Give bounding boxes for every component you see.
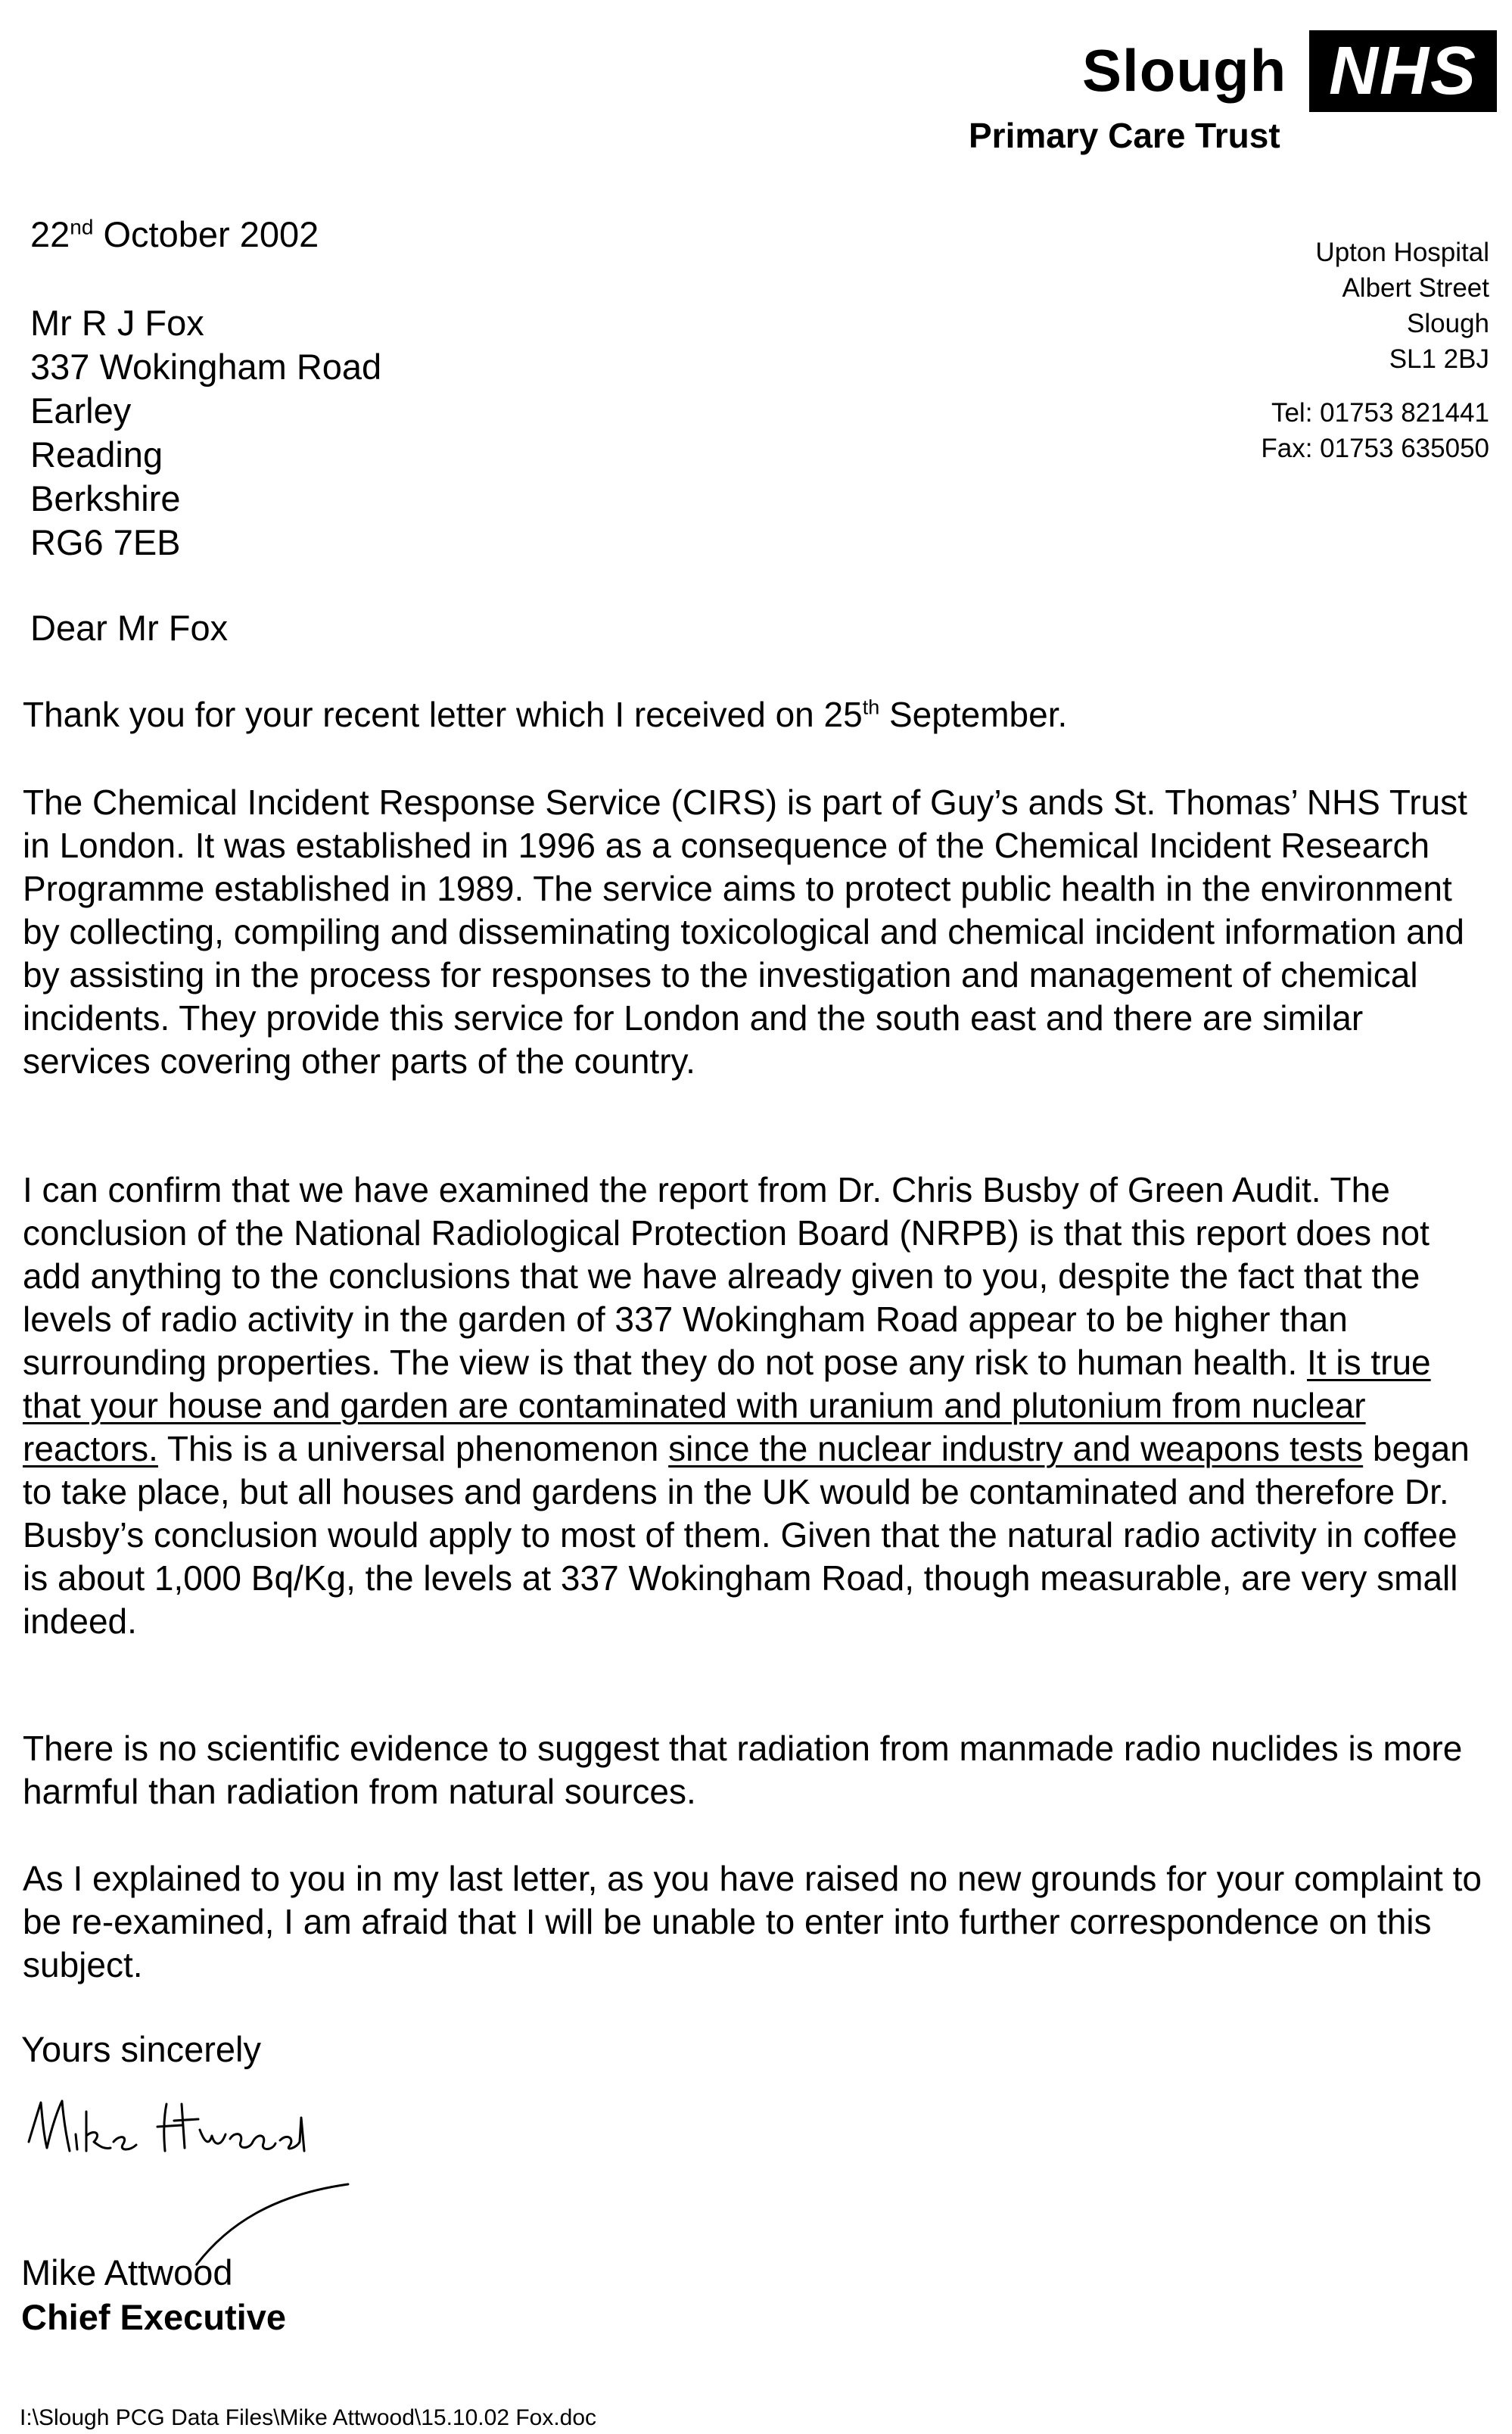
organisation-name: Slough (1082, 37, 1287, 104)
date-suffix: nd (70, 215, 94, 239)
recipient-line: RG6 7EB (30, 522, 181, 562)
p1-text: Thank you for your recent letter which I received on 25 (23, 695, 863, 734)
sender-line: Albert Street (1342, 273, 1489, 303)
p1-text-end: September. (879, 695, 1068, 734)
p3-text: I can confirm that we have examined the report from Dr. Chris Busby of Green Audit. The conclusion of the National Radiological Protection Board (NRPB) is that this report does not add anything to the conclusions that we have already given to you, despite the fact that the levels of radio activity in the garden of 337 Wokingham Road appear to be higher than surrounding properties. The view is that they do not pose any risk to human health. (23, 1170, 1430, 1382)
recipient-line: Reading (30, 434, 163, 475)
letter-date (30, 213, 319, 255)
paragraph-cirs: The Chemical Incident Response Service (CIRS) is part of Guy’s ands St. Thomas’ NHS Trust in London. It was established in 1996 as a consequence of the Chemical Incident Research Programme established in 1989. The service aims to protect public health in the environment by collecting, compiling and disseminating toxicological and chemical incident information and by assisting in the process for responses to the investigation and management of chemical incidents. They provide this service for London and the south east and there are similar services covering other parts of the country. (23, 783, 1467, 1081)
p3-underlined-text-2: since the nuclear industry and weapons tests (668, 1429, 1364, 1468)
closing: Yours sincerely (21, 2029, 261, 2069)
recipient-line: Mr R J Fox (30, 303, 204, 343)
signer-title: Chief Executive (21, 2297, 287, 2337)
signer-name: Mike Attwood (21, 2252, 233, 2292)
organisation-subtitle: Primary Care Trust (969, 116, 1280, 155)
sender-fax: Fax: 01753 635050 (1261, 434, 1489, 463)
salutation: Dear Mr Fox (30, 608, 229, 648)
signature-text: Mike Attwood (23, 2081, 27, 2082)
recipient-line: 337 Wokingham Road (30, 347, 382, 387)
sender-line: Upton Hospital (1315, 238, 1489, 267)
nhs-logo-text: NHS (1328, 33, 1478, 109)
nhs-logo (1309, 30, 1497, 112)
paragraph-report (23, 1169, 1491, 1643)
handwritten-signature (23, 2081, 356, 2278)
paragraph-evidence: There is no scientific evidence to suggest that radiation from manmade radio nuclides is more harmful than radiation from natural sources. (23, 1729, 1463, 1811)
p3-text-middle: This is a universal phenomenon (157, 1429, 669, 1468)
p1-sup: th (862, 696, 880, 719)
sender-telephone: Tel: 01753 821441 (1271, 398, 1489, 428)
date-rest: October 2002 (93, 214, 319, 254)
recipient-address (30, 301, 381, 565)
sender-line: SL1 2BJ (1389, 344, 1489, 374)
paragraph-thanks (23, 693, 1491, 736)
p3-underlined-text: It is true that your house and garden are contaminated with uranium and plutonium from nuclear reactors. (23, 1343, 1431, 1468)
date-day: 22 (30, 214, 70, 254)
sender-address (1261, 235, 1489, 466)
recipient-line: Earley (30, 391, 132, 431)
sender-line: Slough (1407, 309, 1489, 338)
recipient-line: Berkshire (30, 478, 181, 518)
p3-text-end: began to take place, but all houses and gardens in the UK would be contaminated and therefore Dr. Busby’s conclusion would apply to most of them. Given that the natural radio activity in coffee is about 1,000 Bq/Kg, the levels at 337 Wokingham Road, though measurable, are very small indeed. (23, 1429, 1470, 1641)
footer-file-path: I:\Slough PCG Data Files\Mike Attwood\15.10.02 Fox.doc (20, 2405, 597, 2430)
paragraph-closing: As I explained to you in my last letter, as you have raised no new grounds for your complaint to be re-examined, I am afraid that I will be unable to enter into further correspondence on this subject. (23, 1859, 1482, 1984)
